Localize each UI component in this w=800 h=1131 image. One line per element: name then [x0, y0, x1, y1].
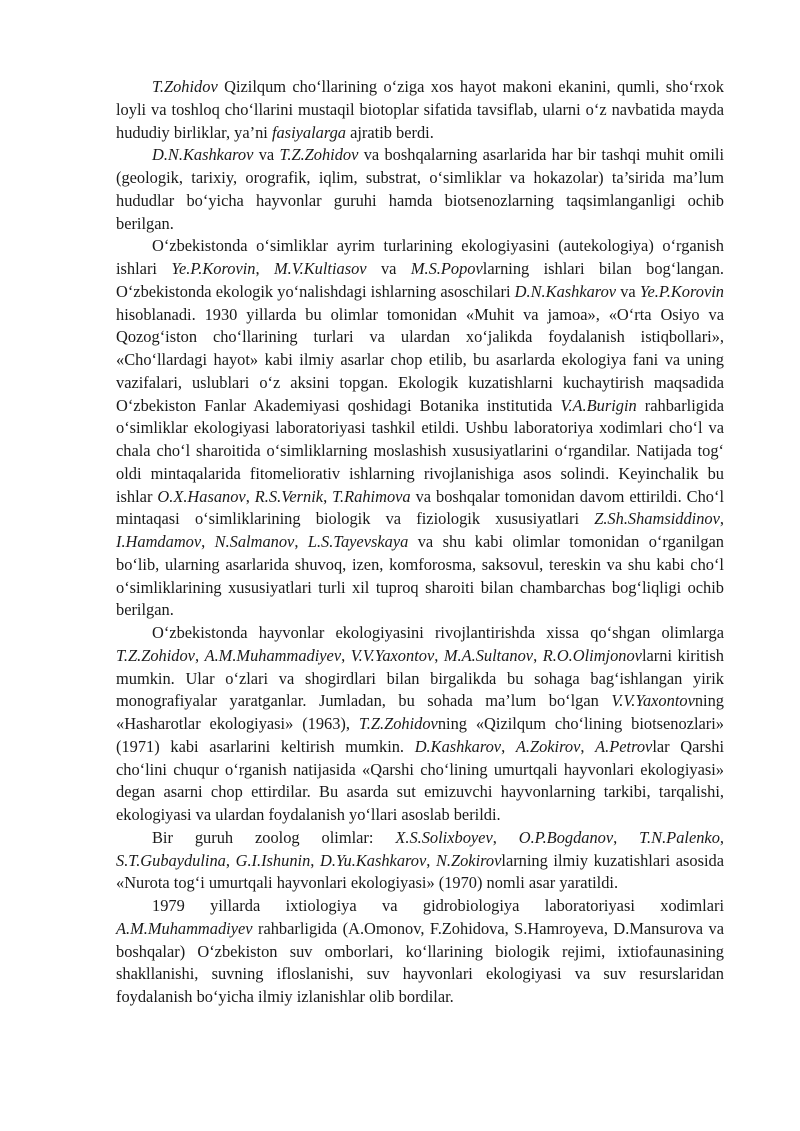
text-run: va — [366, 259, 411, 278]
text-run: ning «Qizilqum cho‘lining biotsenozlari» (1971) kabi asarlarini keltirish mumkin. — [116, 714, 724, 756]
text-run: va shu kabi olimlar tomonidan o‘rganilgan bo‘lib, ularning asarlarida shuvoq, izen, komforosma, saksovul, tereskin va shu kabi cho‘l o‘simliklarining xususiyatlari turli xil tuproq sharoiti bilan chambarchas bog‘liqligi ochib berilgan. — [116, 532, 724, 620]
text-run: Bir guruh zoolog olimlar: — [152, 827, 396, 847]
text-run: , — [719, 509, 724, 529]
author-name: R.S.Vernik — [254, 486, 324, 506]
author-name: fasiyalarga — [271, 122, 346, 142]
text-run: larning ilmiy kuzatishlari asosida «Nurota tog‘i umurtqali hayvonlari ekologiyasi» (1970) nomli asar yaratildi. — [116, 850, 724, 893]
text-run: rahbarligida (A.Omonov, F.Zohidova, S.Hamroyeva, D.Mansurova va boshqalar) O‘zbekiston suv omborlari, ko‘llarining biologik rejimi, ixtiofaunasining shakllanishi, suvning ifloslanishi, suv hayvonlari ekologiyasi va suv resurslaridan foydalanish bo‘yicha ilmiy izlanishlar olib bordilar. — [116, 918, 724, 1006]
paragraph — [116, 895, 724, 1009]
text-run: va — [253, 145, 280, 165]
text-run: , — [194, 645, 205, 665]
text-run: , — [341, 645, 351, 665]
author-name: A.M.Muhammadiyev — [116, 918, 253, 938]
author-name: T.Z.Zohidov — [358, 714, 438, 733]
author-name: M.A.Sultanov — [443, 645, 534, 665]
author-name: L.S.Tayevskaya — [307, 532, 409, 551]
author-name: O.P.Bogdanov — [518, 827, 614, 847]
paragraph — [116, 144, 724, 235]
author-name: T.Z.Zohidov — [279, 145, 359, 165]
text-run: Qizilqum cho‘llarining o‘ziga xos hayot makoni ekanini, qumli, sho‘rxok loyli va toshloq cho‘llarini mustaqil biotoplar sifatida tavsiflab, ularni o‘z navbatida mayda hududiy birliklar, ya’ni — [116, 77, 724, 142]
text-run: , — [225, 850, 236, 870]
text-run: va — [616, 281, 640, 301]
author-name: N.Salmanov — [214, 532, 295, 551]
document-page — [116, 76, 724, 1009]
paragraph — [116, 622, 724, 827]
text-run: , — [323, 486, 333, 506]
author-name: X.S.Solixboyev — [395, 827, 493, 847]
author-name: T.Z.Zohidov — [116, 645, 195, 665]
text-run: O‘zbekistonda o‘simliklar ayrim turlarining ekologiyasini (autekologiya) o‘rganish ishlari — [116, 236, 724, 278]
text-run: lar Qarshi cho‘lini chuqur o‘rganish natijasida «Qarshi cho‘lining umurtqali hayvonlari ekologiyasi» degan asarni chop ettirdilar. Bu asarda sut emizuvchi hayvonlarning tarkibi, tarqalishi, ekologiyasi va ulardan foydalanish yo‘llari asoslab berildi. — [116, 736, 725, 824]
text-run: va boshqalar tomonidan davom ettirildi. Cho‘l mintaqasi o‘simliklarining biologik va fiziologik xususiyatlari — [116, 486, 725, 529]
author-name: S.T.Gubaydulina — [116, 850, 226, 870]
text-run: , — [492, 827, 519, 847]
author-name: Ye.P.Korovin — [639, 281, 724, 301]
author-name: M.V.Kultiasov — [273, 259, 367, 278]
author-name: O.X.Hasanov — [157, 486, 246, 506]
text-run: , — [580, 736, 596, 756]
author-name: D.Kashkarov — [414, 736, 502, 756]
author-name: V.A.Burigin — [560, 395, 637, 415]
text-run: , — [201, 532, 215, 551]
author-name: T.Zohidov — [152, 77, 218, 96]
text-run: va boshqalarning asarlarida har bir tashqi muhit omili (geologik, tarixiy, orografik, iqlim, substrat, o‘simliklar va hokazolar) ta’sirida ma’lum hududlar bo‘yicha hayvonlar guruhi hamda biotsenozlarning taqsimlanganligi ochib berilgan. — [116, 145, 724, 233]
text-run: larning ishlari bilan bog‘langan. O‘zbekistonda ekologik yo‘nalishdagi ishlarning asoschilari — [116, 259, 724, 301]
author-name: A.M.Muhammadiyev — [204, 645, 342, 665]
paragraph — [116, 235, 724, 622]
text-run: , — [294, 532, 308, 551]
author-name: A.Zokirov — [515, 736, 581, 756]
author-name: A.Petrov — [595, 736, 653, 756]
text-run: , — [613, 827, 640, 847]
author-name: M.S.Popov — [410, 259, 483, 278]
author-name: D.Yu.Kashkarov — [320, 850, 427, 870]
text-run: , — [426, 850, 436, 870]
author-name: T.Rahimova — [332, 486, 411, 506]
author-name: T.N.Palenko — [639, 827, 720, 847]
author-name: Z.Sh.Shamsiddinov — [594, 509, 720, 529]
text-run: rahbarligida o‘simliklar ekologiyasi laboratoriyasi tashkil etildi. Ushbu laboratoriya xodimlari cho‘l va chala cho‘l sharoitida o‘simliklarning moslashish xususiyatlarini o‘rgandilar. Natijada tog‘ oldi mintaqalarida fitomeliorativ ishlarning rivojlanishiga asos solindi. Keyinchalik bu ishlar — [116, 395, 724, 506]
text-run: 1979 yillarda ixtiologiya va gidrobiologiya laboratoriyasi xodimlari — [152, 896, 724, 915]
author-name: V.V.Yaxontov — [611, 691, 695, 711]
text-run: , — [245, 486, 255, 506]
text-run: ning «Hasharotlar ekologiyasi» (1963), — [116, 691, 724, 733]
author-name: N.Zokirov — [435, 850, 502, 870]
author-name: I.Hamdamov — [116, 532, 202, 551]
paragraph — [116, 76, 724, 144]
author-name: G.I.Ishunin — [235, 850, 311, 870]
text-run: O‘zbekistonda hayvonlar ekologiyasini rivojlantirishda xissa qo‘shgan olimlarga — [152, 623, 724, 642]
text-run: hisoblanadi. 1930 yillarda bu olimlar tomonidan «Muhit va jamoa», «O‘rta Osiyo va Qozog‘iston cho‘llarining turlari va ulardan xo‘jalikda foydalanish istiqbollari», «Cho‘llardagi hayot» kabi ilmiy asarlar chop etilib, bu asarlarda ekologiya fani va uning vazifalari, uslublari o‘z aksini topgan. Ekologik kuzatishlarni kuchaytirish maqsadida O‘zbekiston Fanlar Akademiyasi qoshidagi Botanika institutida — [116, 304, 724, 415]
text-run: , — [310, 850, 320, 870]
text-run: , — [434, 645, 444, 665]
text-run: , — [533, 645, 543, 665]
text-run: ajratib berdi. — [346, 122, 434, 142]
author-name: Ye.P.Korovin — [171, 259, 256, 278]
author-name: V.V.Yaxontov — [350, 645, 435, 665]
text-run: , — [501, 736, 516, 756]
author-name: R.O.Olimjonov — [542, 645, 642, 665]
paragraph — [116, 827, 724, 895]
text-run: larni kiritish mumkin. Ular o‘zlari va shogirdlari bilan birgalikda bu sohaga bag‘ishlangan yirik monografiyalar yaratganlar. Jumladan, bu sohada ma’lum bo‘lgan — [116, 645, 724, 711]
author-name: D.N.Kashkarov — [152, 145, 254, 165]
text-run: , — [719, 827, 724, 847]
author-name: D.N.Kashkarov — [514, 281, 617, 301]
text-run: , — [255, 259, 274, 278]
